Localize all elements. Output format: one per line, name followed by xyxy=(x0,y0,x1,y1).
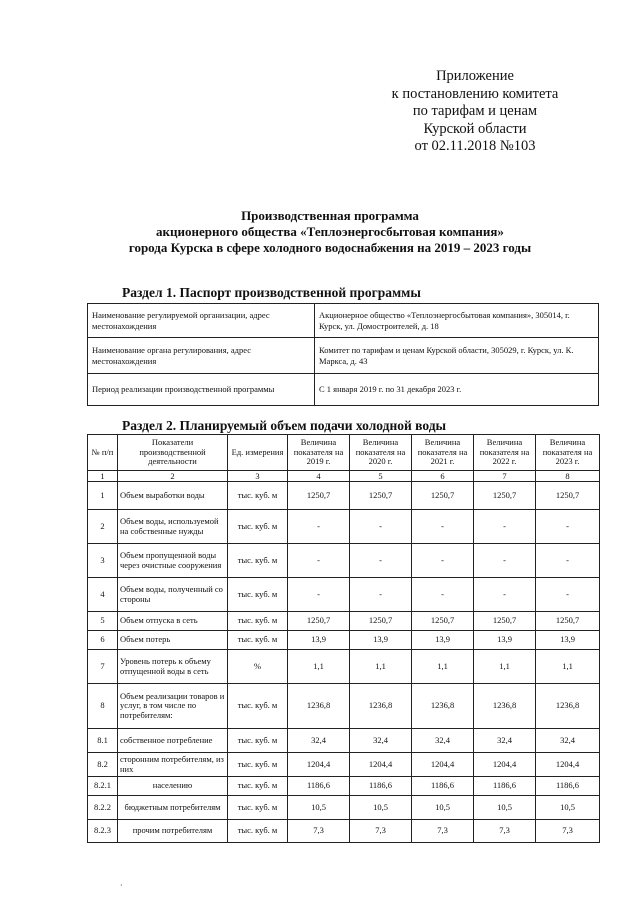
value-2019: 1250,7 xyxy=(288,482,350,510)
table-row xyxy=(88,578,600,612)
row-unit: тыс. куб. м xyxy=(228,578,288,612)
row-indicator: Объем воды, используемой на собственные нужды xyxy=(118,510,228,544)
value-2019: 13,9 xyxy=(288,631,350,650)
value-2020: 1204,4 xyxy=(350,753,412,777)
value-2022: - xyxy=(474,578,536,612)
title-line: города Курска в сфере холодного водоснабжения на 2019 – 2023 годы xyxy=(128,240,532,255)
row-unit: тыс. куб. м xyxy=(228,482,288,510)
column-header: Ед. измерения xyxy=(228,435,288,471)
row-unit: % xyxy=(228,650,288,684)
value-2022: 10,5 xyxy=(474,796,536,820)
passport-row xyxy=(88,304,599,338)
table-row xyxy=(88,796,600,820)
document-title xyxy=(70,208,590,256)
row-unit: тыс. куб. м xyxy=(228,510,288,544)
appendix-line: от 02.11.2018 №103 xyxy=(414,138,536,154)
value-2021: 1250,7 xyxy=(412,612,474,631)
column-header: № п/п xyxy=(88,435,118,471)
table-row xyxy=(88,650,600,684)
value-2023: 13,9 xyxy=(536,631,600,650)
row-indicator: собственное потребление xyxy=(118,729,228,753)
value-2021: - xyxy=(412,544,474,578)
value-2020: 13,9 xyxy=(350,631,412,650)
column-number: 7 xyxy=(474,471,536,482)
row-unit: тыс. куб. м xyxy=(228,631,288,650)
passport-table xyxy=(87,303,599,406)
value-2023: - xyxy=(536,510,600,544)
row-number: 8.2.2 xyxy=(88,796,118,820)
passport-row xyxy=(88,338,599,374)
value-2020: 1,1 xyxy=(350,650,412,684)
row-indicator: Объем реализации товаров и услуг, в том числе по потребителям: xyxy=(118,684,228,729)
value-2022: 7,3 xyxy=(474,820,536,843)
value-2022: 13,9 xyxy=(474,631,536,650)
passport-value: С 1 января 2019 г. по 31 декабря 2023 г. xyxy=(315,374,599,406)
row-number: 8.2.3 xyxy=(88,820,118,843)
value-2023: 1186,6 xyxy=(536,777,600,796)
row-number: 5 xyxy=(88,612,118,631)
value-2020: 1250,7 xyxy=(350,612,412,631)
row-number: 8.2.1 xyxy=(88,777,118,796)
value-2022: - xyxy=(474,510,536,544)
value-2022: 1250,7 xyxy=(474,482,536,510)
value-2020: - xyxy=(350,510,412,544)
value-2021: 1,1 xyxy=(412,650,474,684)
row-number: 3 xyxy=(88,544,118,578)
value-2023: 1204,4 xyxy=(536,753,600,777)
section-1-heading: Раздел 1. Паспорт производственной программы xyxy=(122,285,421,300)
value-2022: 32,4 xyxy=(474,729,536,753)
value-2023: 10,5 xyxy=(536,796,600,820)
value-2023: 1250,7 xyxy=(536,482,600,510)
appendix-line: к постановлению комитета xyxy=(391,85,559,102)
column-header: Величина показателя на 2019 г. xyxy=(288,435,350,471)
value-2021: - xyxy=(412,578,474,612)
value-2021: - xyxy=(412,510,474,544)
row-number: 2 xyxy=(88,510,118,544)
row-unit: тыс. куб. м xyxy=(228,684,288,729)
row-unit: тыс. куб. м xyxy=(228,796,288,820)
section-2-heading: Раздел 2. Планируемый объем подачи холодной воды xyxy=(122,418,447,433)
value-2020: 1186,6 xyxy=(350,777,412,796)
row-number: 8.2 xyxy=(88,753,118,777)
value-2019: 10,5 xyxy=(288,796,350,820)
value-2019: 1250,7 xyxy=(288,612,350,631)
appendix-line: Приложение xyxy=(436,68,514,84)
row-indicator: Объем воды, полученный со стороны xyxy=(118,578,228,612)
value-2020: 32,4 xyxy=(350,729,412,753)
value-2019: 1204,4 xyxy=(288,753,350,777)
column-header: Величина показателя на 2022 г. xyxy=(474,435,536,471)
value-2023: 1250,7 xyxy=(536,612,600,631)
value-2023: - xyxy=(536,578,600,612)
value-2020: - xyxy=(350,578,412,612)
value-2021: 1204,4 xyxy=(412,753,474,777)
row-indicator: Объем выработки воды xyxy=(118,482,228,510)
column-number: 8 xyxy=(536,471,600,482)
value-2019: 1186,6 xyxy=(288,777,350,796)
value-2020: 1236,8 xyxy=(350,684,412,729)
row-number: 1 xyxy=(88,482,118,510)
column-header: Величина показателя на 2020 г. xyxy=(350,435,412,471)
value-2019: 32,4 xyxy=(288,729,350,753)
appendix-line: по тарифам и ценам xyxy=(412,103,538,119)
table-row xyxy=(88,729,600,753)
row-unit: тыс. куб. м xyxy=(228,544,288,578)
value-2019: 1,1 xyxy=(288,650,350,684)
value-2023: 32,4 xyxy=(536,729,600,753)
value-2021: 1186,6 xyxy=(412,777,474,796)
column-number-row xyxy=(88,471,600,482)
row-unit: тыс. куб. м xyxy=(228,777,288,796)
passport-label: Наименование органа регулирования, адрес местонахождения xyxy=(88,338,315,374)
value-2021: 13,9 xyxy=(412,631,474,650)
row-indicator: Уровень потерь к объему отпущенной воды в сеть xyxy=(118,650,228,684)
scan-mark: · xyxy=(120,881,123,890)
value-2022: 1236,8 xyxy=(474,684,536,729)
row-indicator: Объем потерь xyxy=(118,631,228,650)
column-number: 3 xyxy=(228,471,288,482)
row-indicator: прочим потребителям xyxy=(118,820,228,843)
row-number: 7 xyxy=(88,650,118,684)
value-2022: 1250,7 xyxy=(474,612,536,631)
value-2021: 10,5 xyxy=(412,796,474,820)
row-number: 8.1 xyxy=(88,729,118,753)
table-row xyxy=(88,544,600,578)
value-2019: - xyxy=(288,544,350,578)
row-number: 6 xyxy=(88,631,118,650)
column-number: 6 xyxy=(412,471,474,482)
value-2022: 1186,6 xyxy=(474,777,536,796)
row-unit: тыс. куб. м xyxy=(228,753,288,777)
value-2022: 1,1 xyxy=(474,650,536,684)
value-2021: 32,4 xyxy=(412,729,474,753)
value-2019: - xyxy=(288,578,350,612)
row-unit: тыс. куб. м xyxy=(228,612,288,631)
column-header: Показатели производственной деятельности xyxy=(118,435,228,471)
appendix-line: Курской области xyxy=(423,120,527,137)
table-row xyxy=(88,612,600,631)
value-2020: 10,5 xyxy=(350,796,412,820)
value-2020: - xyxy=(350,544,412,578)
value-2021: 1250,7 xyxy=(412,482,474,510)
water-volume-table xyxy=(87,434,600,843)
value-2020: 1250,7 xyxy=(350,482,412,510)
value-2023: 1,1 xyxy=(536,650,600,684)
passport-label: Наименование регулируемой организации, адрес местонахождения xyxy=(88,304,315,338)
passport-row xyxy=(88,374,599,406)
title-line: Производственная программа xyxy=(241,208,419,223)
column-number: 2 xyxy=(118,471,228,482)
value-2023: 1236,8 xyxy=(536,684,600,729)
row-indicator: Объем отпуска в сеть xyxy=(118,612,228,631)
column-number: 1 xyxy=(88,471,118,482)
row-number: 4 xyxy=(88,578,118,612)
table-row xyxy=(88,777,600,796)
row-unit: тыс. куб. м xyxy=(228,820,288,843)
table-row xyxy=(88,820,600,843)
row-unit: тыс. куб. м xyxy=(228,729,288,753)
row-indicator: Объем пропущенной воды через очистные сооружения xyxy=(118,544,228,578)
value-2023: - xyxy=(536,544,600,578)
appendix-note xyxy=(360,68,590,156)
table-row xyxy=(88,631,600,650)
value-2021: 1236,8 xyxy=(412,684,474,729)
row-indicator: бюджетным потребителям xyxy=(118,796,228,820)
value-2019: - xyxy=(288,510,350,544)
passport-value: Комитет по тарифам и ценам Курской области, 305029, г. Курск, ул. К. Маркса, д. 43 xyxy=(315,338,599,374)
value-2020: 7,3 xyxy=(350,820,412,843)
column-header: Величина показателя на 2021 г. xyxy=(412,435,474,471)
row-indicator: сторонним потребителям, из них xyxy=(118,753,228,777)
table-row xyxy=(88,684,600,729)
value-2019: 7,3 xyxy=(288,820,350,843)
table-row xyxy=(88,753,600,777)
table-row xyxy=(88,482,600,510)
table-row xyxy=(88,510,600,544)
row-indicator: населению xyxy=(118,777,228,796)
value-2021: 7,3 xyxy=(412,820,474,843)
value-2019: 1236,8 xyxy=(288,684,350,729)
passport-value: Акционерное общество «Теплоэнергосбытовая компания», 305014, г. Курск, ул. Домостроителей, д. 18 xyxy=(315,304,599,338)
title-line: акционерного общества «Теплоэнергосбытовая компания» xyxy=(156,224,504,239)
value-2022: - xyxy=(474,544,536,578)
header-row xyxy=(88,435,600,471)
value-2022: 1204,4 xyxy=(474,753,536,777)
row-number: 8 xyxy=(88,684,118,729)
column-number: 4 xyxy=(288,471,350,482)
passport-label: Период реализации производственной программы xyxy=(88,374,315,406)
column-number: 5 xyxy=(350,471,412,482)
value-2023: 7,3 xyxy=(536,820,600,843)
column-header: Величина показателя на 2023 г. xyxy=(536,435,600,471)
